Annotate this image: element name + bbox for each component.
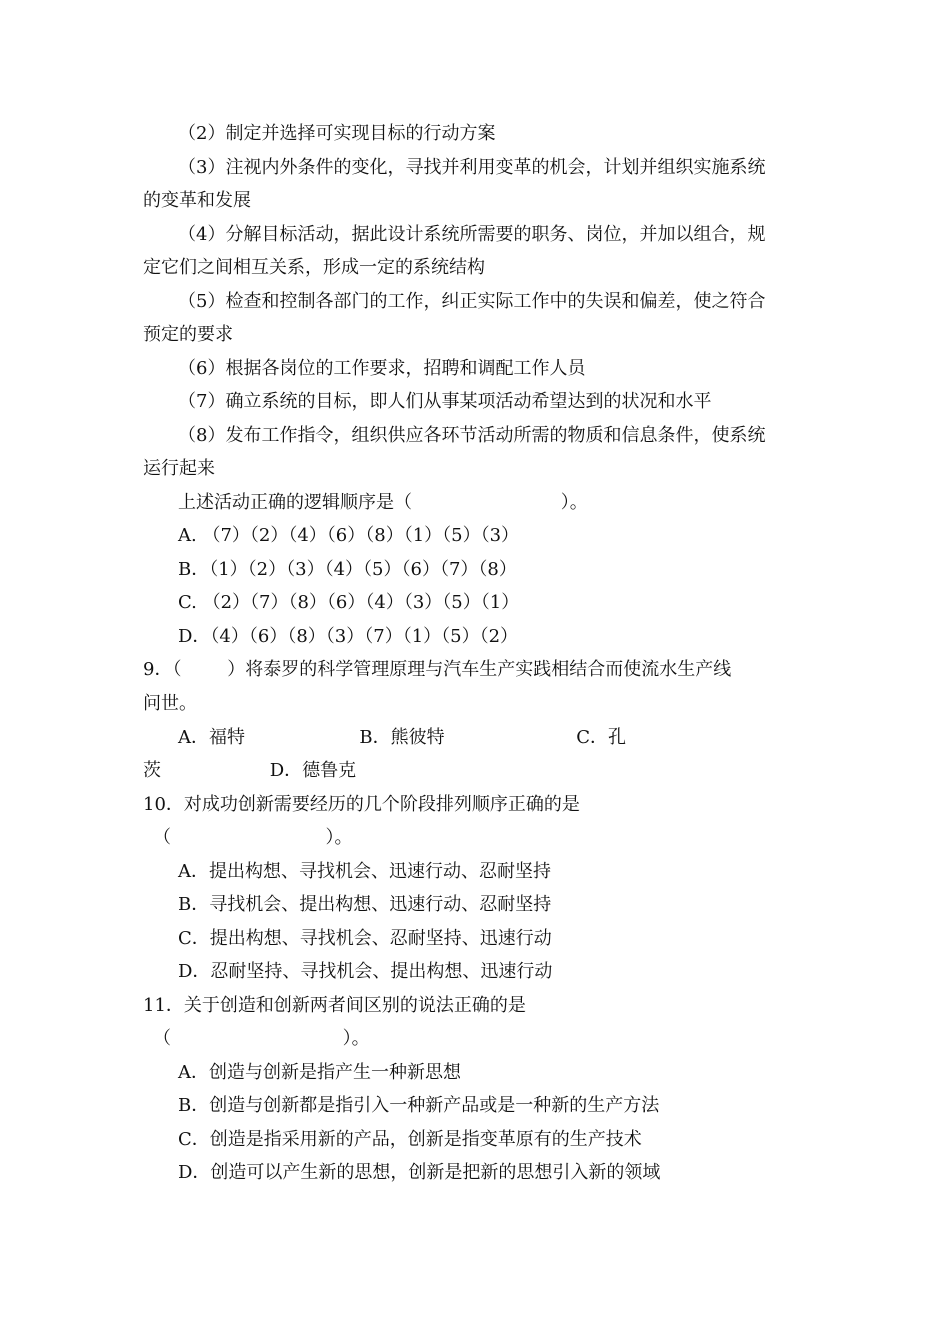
question-stem: 9．（ ）将泰罗的科学管理原理与汽车生产实践相结合而使流水生产线 bbox=[143, 659, 732, 680]
question-stem: 10．对成功创新需要经历的几个阶段排列顺序正确的是 bbox=[143, 794, 580, 815]
option-b: B．（1）（2）（3）（4）（5）（6）（7）（8） bbox=[178, 559, 517, 580]
option-d: D．创造可以产生新的思想，创新是把新的思想引入新的领域 bbox=[178, 1162, 661, 1183]
question-stem: 上述活动正确的逻辑顺序是（ ）。 bbox=[178, 492, 588, 513]
text-line: 定它们之间相互关系，形成一定的系统结构 bbox=[143, 257, 485, 278]
text-line: （7）确立系统的目标，即人们从事某项活动希望达到的状况和水平 bbox=[178, 391, 712, 412]
option-b: B．寻找机会、提出构想、迅速行动、忍耐坚持 bbox=[178, 894, 552, 915]
question-stem: （ ）。 bbox=[153, 827, 353, 848]
option-a: A. （7）（2）（4）（6）（8）（1）（5）（3） bbox=[178, 525, 520, 546]
question-stem: 11．关于创造和创新两者间区别的说法正确的是 bbox=[143, 995, 526, 1016]
option-a: A．创造与创新是指产生一种新思想 bbox=[178, 1062, 461, 1083]
question-stem: （ ）。 bbox=[153, 1028, 370, 1049]
option-d: D．（4）（6）（8）（3）（7）（1）（5）（2） bbox=[178, 626, 519, 647]
option-c: C．提出构想、寻找机会、忍耐坚持、迅速行动 bbox=[178, 928, 552, 949]
text-line: （4）分解目标活动，据此设计系统所需要的职务、岗位，并加以组合，规 bbox=[178, 224, 766, 245]
option-row: A．福特 B．熊彼特 C．孔 bbox=[178, 727, 627, 748]
text-line: 的变革和发展 bbox=[143, 190, 251, 211]
option-row: 茨 D．德鲁克 bbox=[143, 760, 357, 781]
text-line: 预定的要求 bbox=[143, 324, 233, 345]
option-c: C．创造是指采用新的产品，创新是指变革原有的生产技术 bbox=[178, 1129, 642, 1150]
text-line: （8）发布工作指令，组织供应各环节活动所需的物质和信息条件，使系统 bbox=[178, 425, 766, 446]
option-c: C. （2）（7）（8）（6）（4）（3）（5）（1） bbox=[178, 592, 520, 613]
text-line: （6）根据各岗位的工作要求，招聘和调配工作人员 bbox=[178, 358, 586, 379]
question-stem: 问世。 bbox=[143, 693, 197, 714]
option-a: A．提出构想、寻找机会、迅速行动、忍耐坚持 bbox=[178, 861, 551, 882]
option-b: B．创造与创新都是指引入一种新产品或是一种新的生产方法 bbox=[178, 1095, 660, 1116]
option-d: D．忍耐坚持、寻找机会、提出构想、迅速行动 bbox=[178, 961, 553, 982]
text-line: （3）注视内外条件的变化，寻找并利用变革的机会，计划并组织实施系统 bbox=[178, 157, 766, 178]
text-line: （5）检查和控制各部门的工作，纠正实际工作中的失误和偏差，使之符合 bbox=[178, 291, 766, 312]
text-line: 运行起来 bbox=[143, 458, 215, 479]
text-line: （2）制定并选择可实现目标的行动方案 bbox=[178, 123, 496, 144]
